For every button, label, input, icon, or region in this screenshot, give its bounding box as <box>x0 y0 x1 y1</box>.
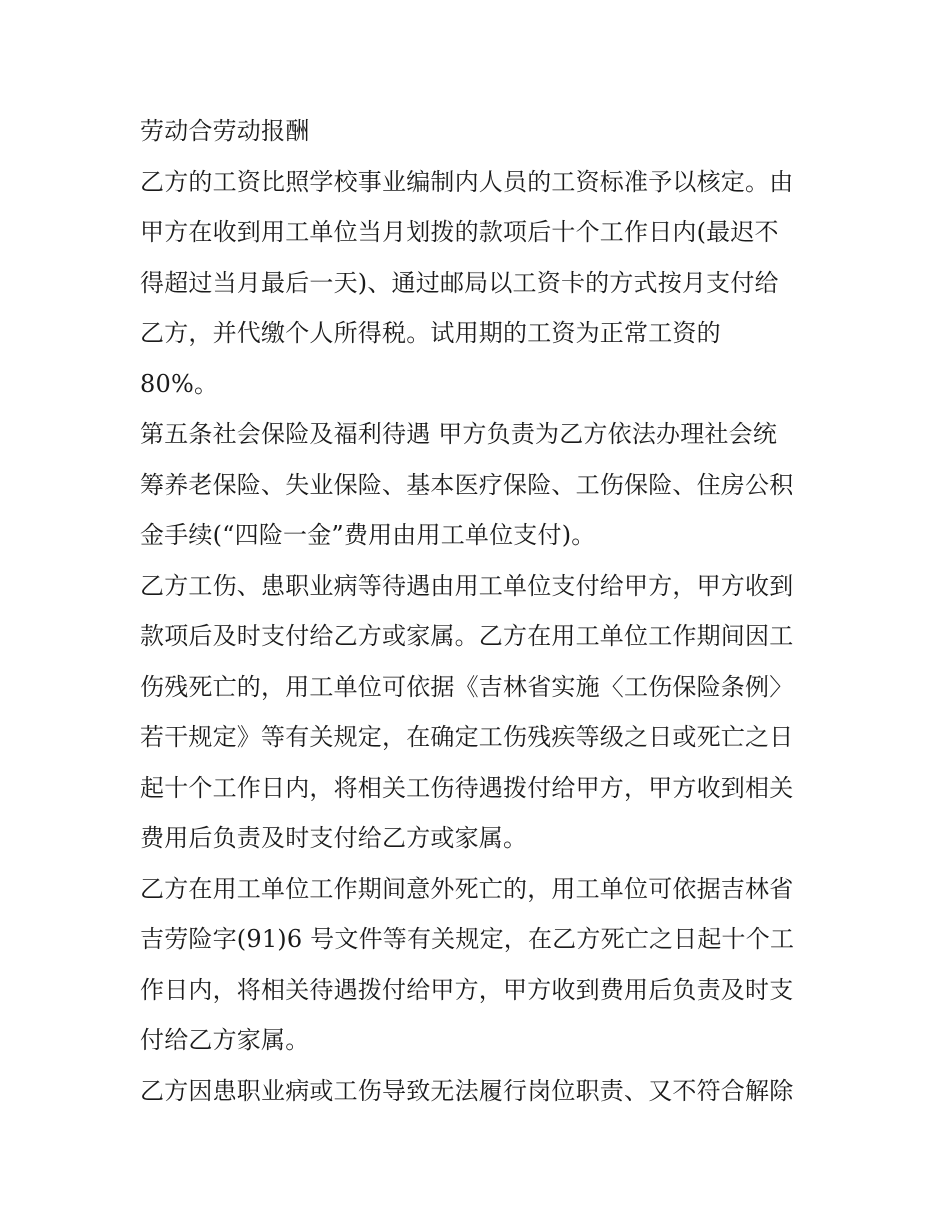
document-body <box>140 108 820 1118</box>
text-line: 若干规定》等有关规定，在确定工伤残疾等级之日或死亡之日 <box>140 723 794 751</box>
text-line: 款项后及时支付给乙方或家属。乙方在用工单位工作期间因工 <box>140 622 794 650</box>
text-line: 乙方工伤、患职业病等待遇由用工单位支付给甲方，甲方收到 <box>140 571 794 600</box>
text-line: 伤残死亡的，用工单位可依据《吉林省实施〈工伤保险条例〉 <box>140 672 794 701</box>
text-line: 第五条社会保险及福利待遇 甲方负责为乙方依法办理社会统 <box>140 420 778 448</box>
text-line: 筹养老保险、失业保险、基本医疗保险、工伤保险、住房公积 <box>140 470 794 499</box>
section-heading: 劳动合劳动报酬 <box>140 117 310 145</box>
text-line: 付给乙方家属。 <box>140 1026 310 1054</box>
text-line: 吉劳险字(91)6 号文件等有关规定，在乙方死亡之日起十个工 <box>140 925 795 953</box>
text-line: 得超过当月最后一天)、通过邮局以工资卡的方式按月支付给 <box>140 268 779 297</box>
text-line: 乙方在用工单位工作期间意外死亡的，用工单位可依据吉林省 <box>140 874 794 903</box>
text-line: 金手续(“四险一金”费用由用工单位支付)。 <box>140 521 596 549</box>
text-line: 起十个工作日内，将相关工伤待遇拨付给甲方，甲方收到相关 <box>140 773 794 802</box>
text-line: 乙方的工资比照学校事业编制内人员的工资标准予以核定。由 <box>140 167 794 196</box>
text-line: 80%。 <box>140 369 219 398</box>
text-line: 甲方在收到用工单位当月划拨的款项后十个工作日内(最迟不 <box>140 218 779 246</box>
text-line: 作日内，将相关待遇拨付给甲方，甲方收到费用后负责及时支 <box>140 975 794 1004</box>
text-line: 乙方，并代缴个人所得税。试用期的工资为正常工资的 <box>140 319 721 347</box>
text-line: 费用后负责及时支付给乙方或家属。 <box>140 824 528 852</box>
text-line: 乙方因患职业病或工伤导致无法履行岗位职责、又不符合解除 <box>140 1076 794 1105</box>
